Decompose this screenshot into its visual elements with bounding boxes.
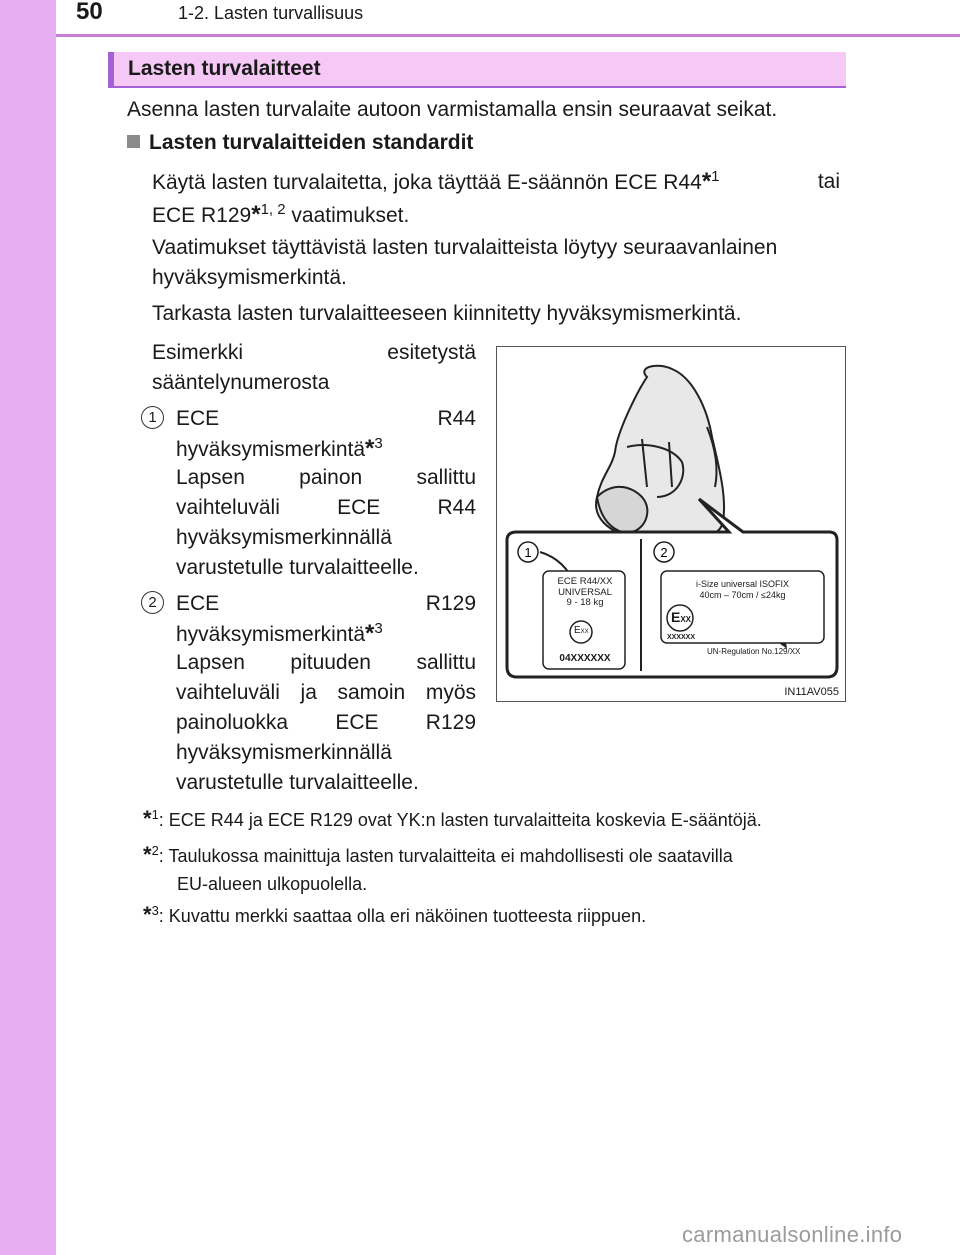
footnote-2-text-line2: EU-alueen ulkopuolella.: [177, 874, 368, 894]
label-2-mark: E: [671, 609, 681, 625]
section-header: [108, 52, 846, 86]
item-1-sup: 3: [374, 435, 383, 452]
square-bullet-icon: [127, 135, 140, 148]
footnote-1: [143, 806, 839, 835]
chapter-title: 1-2. Lasten turvallisuus: [178, 3, 364, 23]
item-1-description: Lapsen painon sallittu vaihteluväli ECE R44 hyväksymismerkinnällä varustetulle turvalaitteelle.: [176, 466, 476, 579]
footnote-star-icon: *: [143, 806, 152, 831]
item-number-1: 1: [141, 406, 164, 429]
subsection-heading: [127, 131, 473, 155]
footnote-star-icon: *: [251, 201, 261, 228]
label-2-e-mark: [671, 609, 691, 625]
footnote-3-num: 3: [151, 903, 159, 918]
footnote-3: [143, 902, 839, 931]
label-1-text: [547, 577, 623, 609]
page-sidebar: [0, 0, 56, 1255]
label-1-mark: E: [574, 625, 581, 636]
p1-sup-2: 1, 2: [260, 201, 286, 218]
footnote-2: [143, 842, 839, 897]
label-1-line-1: ECE R44/XX: [557, 576, 613, 587]
p1-line2-end: vaatimukset.: [285, 204, 410, 227]
footnote-star-icon: *: [143, 842, 152, 867]
label-2-text: [665, 579, 820, 600]
paragraph-standard: [152, 167, 840, 233]
figure-number-2: 2: [660, 545, 668, 560]
footnote-2-text: : Taulukossa mainittuja lasten turvalaitteita ei mahdollisesti ole saatavilla: [158, 846, 733, 866]
item-2-description: Lapsen pituuden sallittu vaihteluväli ja samoin myös painoluokka ECE R129 hyväksymismerkinnällä varustetulle turvalaitteelle.: [176, 651, 476, 794]
subsection-title: Lasten turvalaitteiden standardit: [149, 131, 474, 154]
child-seat-figure: [496, 346, 846, 702]
p1-line2-text: ECE R129: [152, 204, 252, 227]
figure-code: IN11AV055: [784, 686, 839, 698]
footnote-star-icon: *: [701, 168, 712, 195]
label-2-mark-sub: XX: [680, 615, 692, 624]
label-2-line-2: 40cm – 70cm / ≤24kg: [699, 589, 786, 600]
section-underline: [108, 86, 846, 88]
item-number-2: 2: [141, 591, 164, 614]
item-2-title: [176, 589, 476, 652]
footnote-1-text: : ECE R44 ja ECE R129 ovat YK:n lasten turvalaitteita koskevia E-sääntöjä.: [158, 810, 762, 830]
label-2-line-1: i-Size universal ISOFIX: [695, 579, 790, 589]
section-intro: Asenna lasten turvalaite autoon varmistamalla ensin seuraavat seikat.: [127, 98, 778, 121]
label-1-e-mark: [574, 625, 589, 636]
figure-number-1: 1: [524, 545, 532, 560]
p1-line1-text: Käytä lasten turvalaitetta, joka täyttää E-säännön ECE R44: [152, 171, 702, 194]
item-2-sup: 3: [374, 620, 383, 637]
label-1-line-3: 9 - 18 kg: [566, 597, 604, 608]
footnote-star-icon: *: [365, 620, 375, 647]
section-title: Lasten turvalaitteet: [128, 57, 321, 80]
paragraph-check: Tarkasta lasten turvalaitteeseen kiinnitetty hyväksymismerkintä.: [152, 302, 742, 325]
watermark: carmanualsonline.info: [682, 1222, 903, 1247]
p1-sup-1: 1: [711, 168, 720, 185]
p1-line1-end: tai: [817, 170, 840, 193]
label-2-regulation: UN-Regulation No.129/XX: [707, 647, 801, 656]
label-1-line-2: UNIVERSAL: [558, 586, 612, 598]
footnote-star-icon: *: [143, 902, 152, 927]
footnote-1-num: 1: [151, 807, 159, 822]
item-2-title-text: ECE R129 hyväksymismerkintä: [176, 592, 476, 646]
label-1-mark-sub: XX: [580, 629, 589, 635]
child-seat-icon: [596, 366, 724, 543]
example-intro: Esimerkki esitetystä sääntelynumerosta: [152, 341, 476, 394]
label-1-serial: 04XXXXXX: [559, 653, 611, 664]
label-2-serial: XXXXXX: [667, 634, 696, 641]
footnote-3-text: : Kuvattu merkki saattaa olla eri näköinen tuotteesta riippuen.: [158, 906, 647, 926]
footnote-star-icon: *: [365, 435, 375, 462]
item-1-title-text: ECE R44 hyväksymismerkintä: [176, 407, 476, 461]
item-1-title: [176, 404, 476, 467]
paragraph-approval: Vaatimukset täyttävistä lasten turvalaitteista löytyy seuraavanlainen hyväksymismerkintä.: [152, 236, 778, 289]
footnote-2-num: 2: [151, 843, 159, 858]
page-number: 50: [76, 0, 103, 25]
